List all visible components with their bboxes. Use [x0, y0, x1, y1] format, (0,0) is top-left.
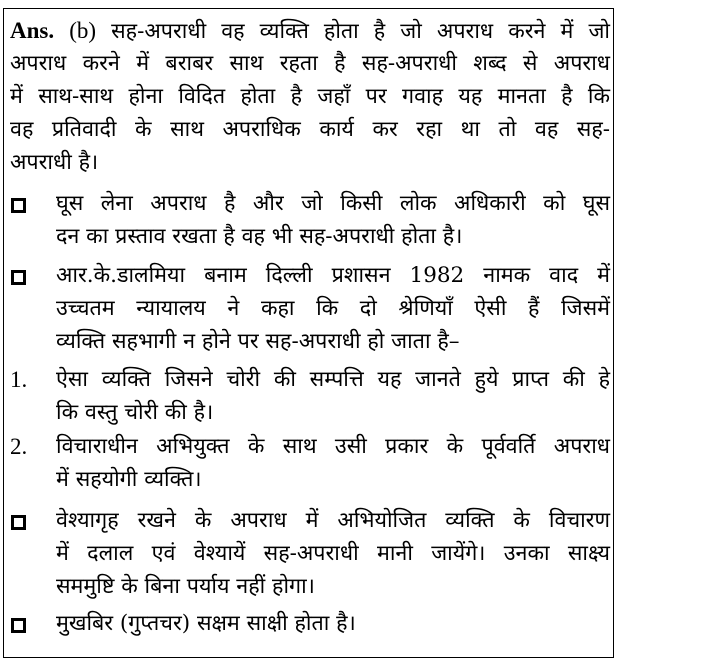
list-item-text: [56, 430, 610, 496]
list-item-line: कि वस्तु चोरी की है।: [56, 400, 214, 425]
list-item-line: विचाराधीन अभियुक्त के साथ उसी प्रकार के पूर्ववर्ति अपराध: [56, 434, 610, 459]
list-number: 1.: [10, 367, 28, 392]
answer-line: अपराधी है।: [10, 150, 99, 175]
answer-paragraph: [10, 14, 610, 179]
bullet-marker: [10, 259, 46, 292]
list-item-line: सममुष्टि के बिना पर्याय नहीं होगा।: [56, 574, 315, 599]
list-item-line: दन का प्रस्ताव रखता है वह भी सह-अपराधी होता है।: [56, 224, 463, 249]
list-item-line: व्यक्ति सहभागी न होने पर सह-अपराधी हो जाता है–: [56, 329, 460, 354]
square-bullet-icon: [11, 618, 26, 633]
number-marker: [10, 363, 46, 396]
list-item-line: आर.के.डालमिया बनाम दिल्ली प्रशासन 1982 नामक वाद में: [56, 263, 610, 288]
answer-line-text: सह-अपराधी वह व्यक्ति होता है जो अपराध करने में जो: [111, 19, 610, 44]
list-item-line: घूस लेना अपराध है और जो किसी लोक अधिकारी को घूस: [56, 191, 610, 216]
list-item-text: [56, 187, 610, 253]
list-item-line: वेश्यागृह रखने के अपराध में अभियोजित व्यक्ति के विचारण: [56, 508, 610, 533]
list-item-text: [56, 504, 610, 603]
list-item-text: [56, 259, 610, 358]
answer-option: (b): [69, 18, 97, 43]
square-bullet-icon: [11, 515, 26, 530]
list-item-line: उच्चतम न्यायालय ने कहा कि दो श्रेणियाँ ऐसी हैं जिसमें: [56, 296, 610, 321]
bullet-marker: [10, 504, 46, 537]
list-item-line: ऐसा व्यक्ति जिसने चोरी की सम्पत्ति यह जानते हुये प्राप्त की हे: [56, 367, 610, 392]
list-item-line: में सहयोगी व्यक्ति।: [56, 467, 202, 492]
list-item-line: मुखबिर (गुप्तचर) सक्षम साक्षी होता है।: [56, 611, 356, 636]
square-bullet-icon: [11, 270, 26, 285]
bullet-marker: [10, 607, 46, 640]
square-bullet-icon: [11, 198, 26, 213]
list-item-line: में दलाल एवं वेश्यायें सह-अपराधी मानी जायेंगे। उनका साक्ष्य: [56, 541, 610, 566]
answer-line: [10, 14, 610, 47]
answer-line: वह प्रतिवादी के साथ अपराधिक कार्य कर रहा था तो वह सह-: [10, 117, 610, 142]
bullet-marker: [10, 187, 46, 220]
list-item-text: [56, 607, 610, 640]
number-marker: [10, 430, 46, 463]
list-number: 2.: [10, 434, 28, 459]
list-item-text: [56, 363, 610, 429]
answer-label: Ans.: [10, 18, 55, 43]
answer-line: में साथ-साथ होना विदित होता है जहाँ पर गवाह यह मानता है कि: [10, 84, 610, 109]
answer-line: अपराध करने में बराबर साथ रहता है सह-अपराधी शब्द से अपराध: [10, 51, 610, 76]
